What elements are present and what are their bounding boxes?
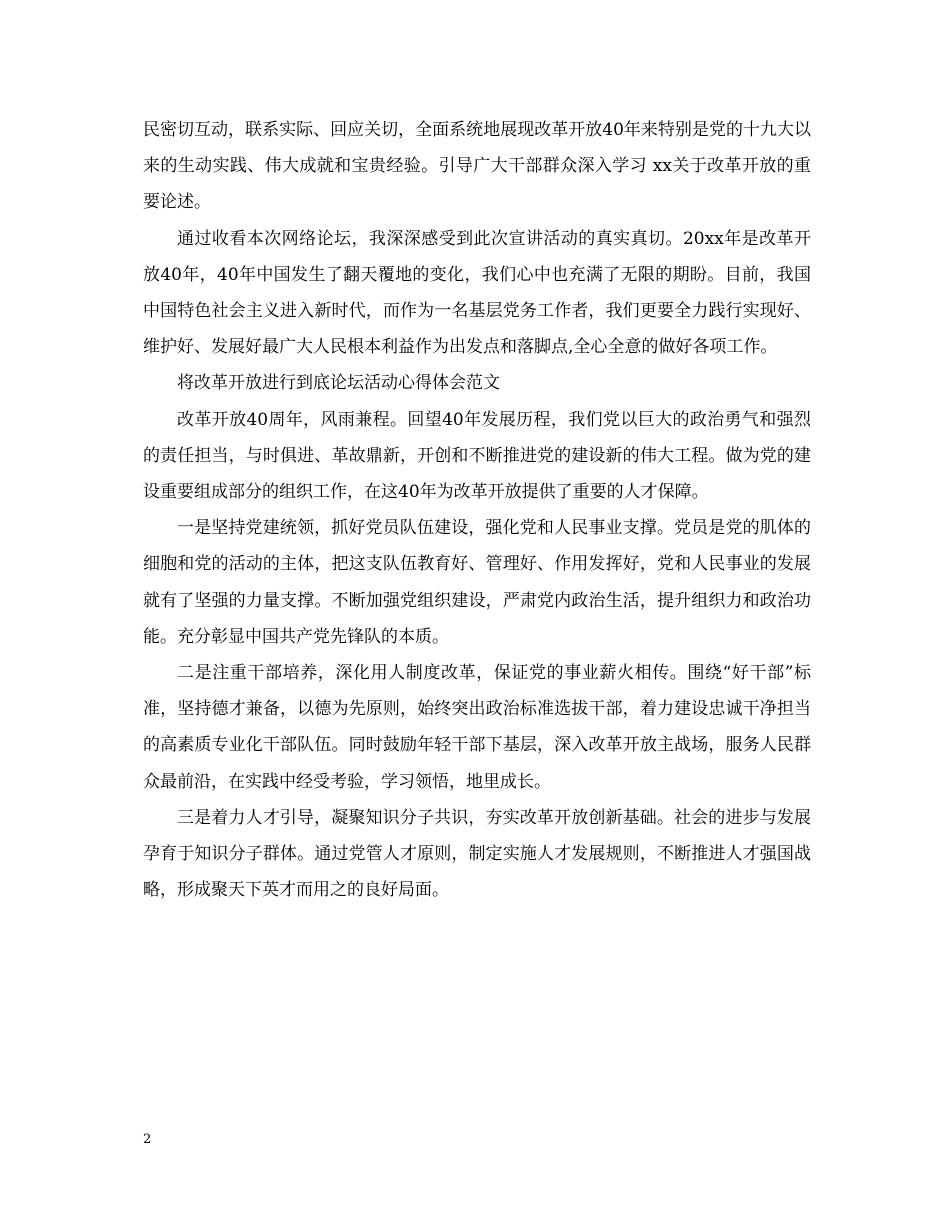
section-heading: 将改革开放进行到底论坛活动心得体会范文	[177, 373, 500, 394]
paragraph-continuation: 民密切互动，联系实际、回应关切，全面系统地展现改革开放40年来特别是党的十九大以来的生动实践、伟大成就和宝贵经验。引导广大干部群众深入学习 xx关于改革开放的重要论述。	[143, 120, 811, 213]
page-number: 2	[143, 1132, 152, 1147]
paragraph-point-one: 一是坚持党建统领，抓好党员队伍建设，强化党和人民事业支撑。党员是党的肌体的细胞和党的活动的主体，把这支队伍教育好、管理好、作用发挥好，党和人民事业的发展就有了坚强的力量支撑。不断加强党组织建设，严肃党内政治生活，提升组织力和政治功能。充分彰显中国共产党先锋队的本质。	[143, 518, 811, 647]
document-body	[143, 112, 811, 908]
paragraph-point-three: 三是着力人才引导，凝聚知识分子共识，夯实改革开放创新基础。社会的进步与发展孕育于知识分子群体。通过党管人才原则，制定实施人才发展规则，不断推进人才强国战略，形成聚天下英才而用之的良好局面。	[143, 807, 811, 901]
paragraph-intro: 改革开放40周年，风雨兼程。回望40年发展历程，我们党以巨大的政治勇气和强烈的责任担当，与时俱进、革故鼎新，开创和不断推进党的建设新的伟大工程。做为党的建设重要组成部分的组织工作，在这40年为改革开放提供了重要的人才保障。	[143, 409, 811, 503]
paragraph-point-two: 二是注重干部培养，深化用人制度改革，保证党的事业薪火相传。围绕“好干部”标准，坚持德才兼备，以德为先原则，始终突出政治标准选拔干部，着力建设忠诚干净担当的高素质专业化干部队伍。同时鼓励年轻干部下基层，深入改革开放主战场，服务人民群众最前沿，在实践中经受考验，学习领悟，地里成长。	[143, 663, 811, 792]
paragraph-forum-reflection: 通过收看本次网络论坛，我深深感受到此次宣讲活动的真实真切。20xx年是改革开放40年，40年中国发生了翻天覆地的变化，我们心中也充满了无限的期盼。目前，我国中国特色社会主义进入新时代，而作为一名基层党务工作者，我们更要全力践行实现好、维护好、发展好最广大人民根本利益作为出发点和落脚点,全心全意的做好各项工作。	[143, 228, 811, 358]
